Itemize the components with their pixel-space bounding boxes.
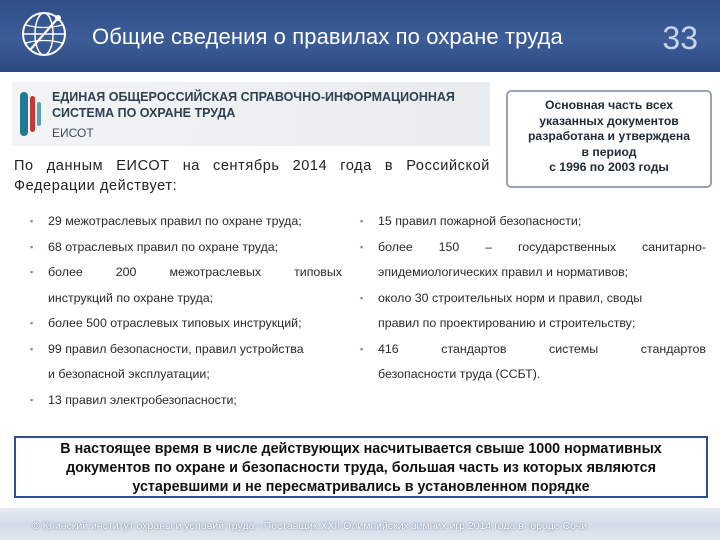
list-item (30, 260, 342, 286)
list-word: стандартов (640, 341, 706, 356)
right-list (360, 209, 706, 388)
list-word: стандартов (441, 341, 507, 356)
list-word: государственных (517, 239, 617, 254)
callout-line: указанных документов (539, 113, 679, 128)
list-word: системы (549, 341, 599, 356)
list-word: типовых (294, 265, 342, 279)
callout-line: в период (581, 144, 637, 159)
list-word: ▪ 416 (378, 341, 399, 356)
page-title: Общие сведения о правилах по охране труда (92, 24, 563, 49)
list-item: ▪ 15 правил пожарной безопасности; (360, 209, 706, 235)
eisot-banner (12, 82, 490, 146)
list-word: межотраслевых (169, 265, 262, 279)
summary-line: документов по охране и безопасности труда, большая часть из которых являются (66, 460, 656, 476)
intro-text: По данным ЕИСОТ на сентябрь 2014 года в Российской Федерации действует: (14, 158, 490, 194)
list-item (360, 337, 706, 363)
callout-line: с 1996 по 2003 годы (549, 160, 669, 174)
list-item: ▪ около 30 строительных норм и правил, своды (360, 286, 706, 312)
list-item: ▪ 29 межотраслевых правил по охране труда; (30, 209, 342, 235)
list-item: ▪ 99 правил безопасности, правил устройства (30, 337, 342, 363)
slide-number: 33 (662, 20, 698, 56)
list-item: ▪ более 500 отраслевых типовых инструкций; (30, 311, 342, 337)
slide-header (0, 0, 720, 72)
summary-box (14, 436, 708, 498)
list-word: 150 (438, 239, 460, 254)
list-item-continuation: инструкций по охране труда; (48, 290, 214, 305)
list-item: ▪ 68 отраслевых правил по охране труда; (30, 235, 342, 261)
slide-footer (0, 508, 720, 540)
list-word: ▪ более (378, 239, 413, 254)
eisot-abbreviation: ЕИСОТ (52, 126, 94, 140)
list-item: ▪ 13 правил электробезопасности; (30, 388, 342, 414)
list-item-continuation: безопасности труда (ССБТ). (378, 367, 541, 381)
callout-line: Основная часть всех (544, 98, 674, 112)
list-item-continuation: правил по проектированию и строительству; (378, 316, 636, 330)
list-item (360, 235, 706, 261)
summary-line: В настоящее время в числе действующих насчитывается свыше 1000 нормативных (60, 441, 662, 457)
list-word: ▪ более (48, 265, 83, 279)
footer-copyright: © Клинский институт охраны и условий труда - Поставщик XXII Олимпийских зимних игр 2014 года в городе Сочи (32, 520, 588, 532)
list-item-continuation: эпидемиологических правил и нормативов; (378, 265, 629, 279)
globe-emblem-icon (20, 10, 68, 58)
list-word: – (485, 239, 493, 254)
list-item-continuation: и безопасной эксплуатации; (48, 367, 210, 381)
summary-line: устаревшими и не пересматривались в установленном порядке (132, 479, 590, 495)
callout-box (506, 90, 712, 188)
eisot-logo-icon (18, 90, 44, 138)
eisot-title-line1: ЕДИНАЯ ОБЩЕРОССИЙСКАЯ СПРАВОЧНО-ИНФОРМАЦИОННАЯ (52, 90, 455, 104)
callout-line: разработана и утверждена (527, 129, 691, 143)
list-word: санитарно- (641, 239, 706, 254)
eisot-title-line2: СИСТЕМА ПО ОХРАНЕ ТРУДА (52, 106, 236, 120)
list-word: 200 (115, 265, 137, 279)
left-list (30, 209, 342, 413)
